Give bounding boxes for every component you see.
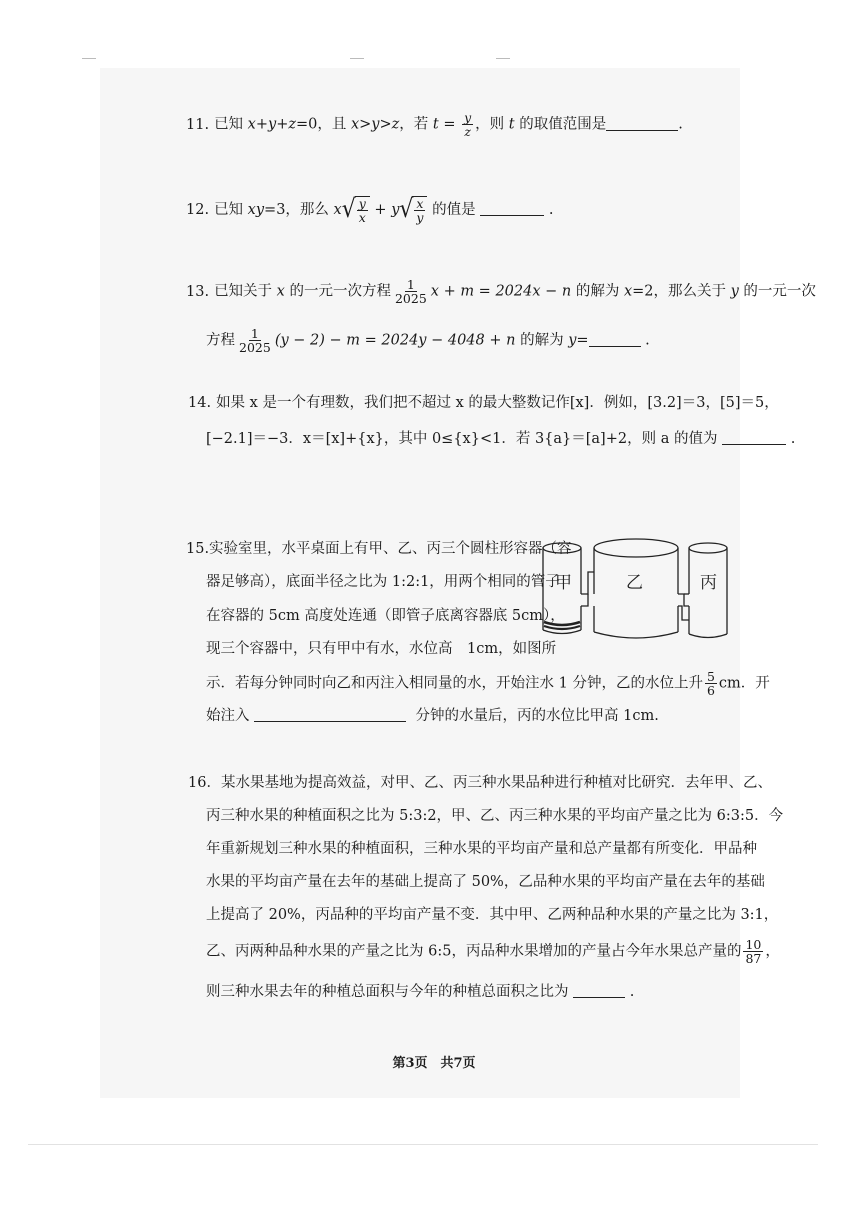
fraction-1-over-2025: $\frac{1}{2025}$ (394, 277, 427, 306)
label-yi: 乙 (626, 573, 643, 593)
question-16-line-5: 上提高了 20%，丙品种的平均亩产量不变．其中甲、乙两种品种水果的产量之比为 3:1， (206, 907, 779, 923)
scan-marks (0, 58, 868, 60)
question-number: 12. (186, 202, 210, 218)
question-16-line-3: 年重新规划三种水果的种植面积，三种水果的平均亩产量和总产量都有所变化．甲品种 (206, 841, 757, 857)
question-14-line-1: 14. 如果 x 是一个有理数，我们把不超过 x 的最大整数记作[x]．例如，[3.2]＝3，[5]＝5， (188, 395, 779, 411)
fraction-y-over-z: $\frac{y}{z}$ (464, 110, 472, 139)
question-15-line-1: 15.实验室里，水平桌面上有甲、乙、丙三个圆柱形容器（容 (186, 541, 572, 557)
page-footer: 第3页 共7页 (392, 1056, 476, 1071)
answer-blank[interactable] (589, 332, 641, 347)
question-16-line-1: 16．某水果基地为提高效益，对甲、乙、丙三种水果品种进行种植对比研究．去年甲、乙、 (188, 775, 772, 791)
label-bing: 丙 (700, 573, 717, 593)
sqrt-x-over-y: √ $\frac{x}{y}$ (399, 196, 427, 224)
question-15-line-5: 示．若每分钟同时向乙和丙注入相同量的水，开始注水 1 分钟，乙的水位上升 $\frac{5}{6}$ cm．开 (206, 669, 770, 698)
question-number: 13. (186, 283, 210, 300)
sqrt-y-over-x: √ $\frac{y}{x}$ (342, 196, 370, 224)
question-13-line-2: 方程 $\frac{1}{2025}$ (y − 2) − m = 2024y − 4048 + n 的解为 y= . (206, 326, 650, 355)
answer-blank[interactable] (606, 116, 678, 131)
divider (28, 1144, 818, 1145)
fraction-1-over-2025: $\frac{1}{2025}$ (239, 326, 271, 355)
question-12: 12. 已知 xy=3，那么 x √ $\frac{y}{x}$ + y √ $\frac{x}{y}$ 的值是 . (186, 195, 554, 225)
fraction-5-over-6: $\frac{5}{6}$ (706, 669, 715, 698)
question-13-line-1: 13. 已知关于 x 的一元一次方程 $\frac{1}{2025}$ x + m = 2024x − n 的解为 x=2，那么关于 y 的一元一次 (186, 277, 816, 306)
containers-figure (540, 536, 732, 644)
question-16-line-2: 丙三种水果的种植面积之比为 5:3:2，甲、乙、丙三种水果的平均亩产量之比为 6:3:5．今 (206, 808, 784, 824)
answer-blank[interactable] (722, 430, 786, 445)
question-15-line-4: 现三个容器中，只有甲中有水，水位高 1cm，如图所 (206, 641, 557, 657)
question-16-line-7: 则三种水果去年的种植总面积与今年的种植总面积之比为 . (206, 984, 635, 1000)
question-number: 14. (188, 395, 212, 411)
question-16-line-6: 乙、丙两种品种水果的产量之比为 6:5，丙品种水果增加的产量占今年水果总产量的 $\frac{10}{87}$ ， (206, 937, 780, 966)
label-jia: 甲 (555, 573, 572, 593)
fraction-10-over-87: $\frac{10}{87}$ (745, 937, 762, 966)
question-16-line-4: 水果的平均亩产量在去年的基础上提高了 50%，乙品种水果的平均亩产量在去年的基础 (206, 874, 765, 890)
question-14-line-2: [−2.1]＝−3．x＝[x]+{x}，其中 0≤{x}<1．若 3{a}＝[a]+2，则 a 的值为 . (206, 431, 796, 447)
answer-blank[interactable] (573, 983, 625, 998)
question-11: 11. 已知 x+y+z=0，且 x>y>z，若 t = $\frac{y}{z}$ ，则 t 的取值范围是 . (186, 110, 683, 139)
question-15-line-6: 始注入 分钟的水量后，丙的水位比甲高 1cm. (206, 708, 659, 724)
question-15-line-3: 在容器的 5cm 高度处连通（即管子底离容器底 5cm）， (206, 608, 565, 624)
question-number: 11. (186, 116, 210, 133)
answer-blank[interactable] (480, 201, 544, 216)
answer-blank[interactable] (254, 707, 406, 722)
question-15-line-2: 器足够高），底面半径之比为 1:2:1，用两个相同的管子 (206, 574, 560, 590)
